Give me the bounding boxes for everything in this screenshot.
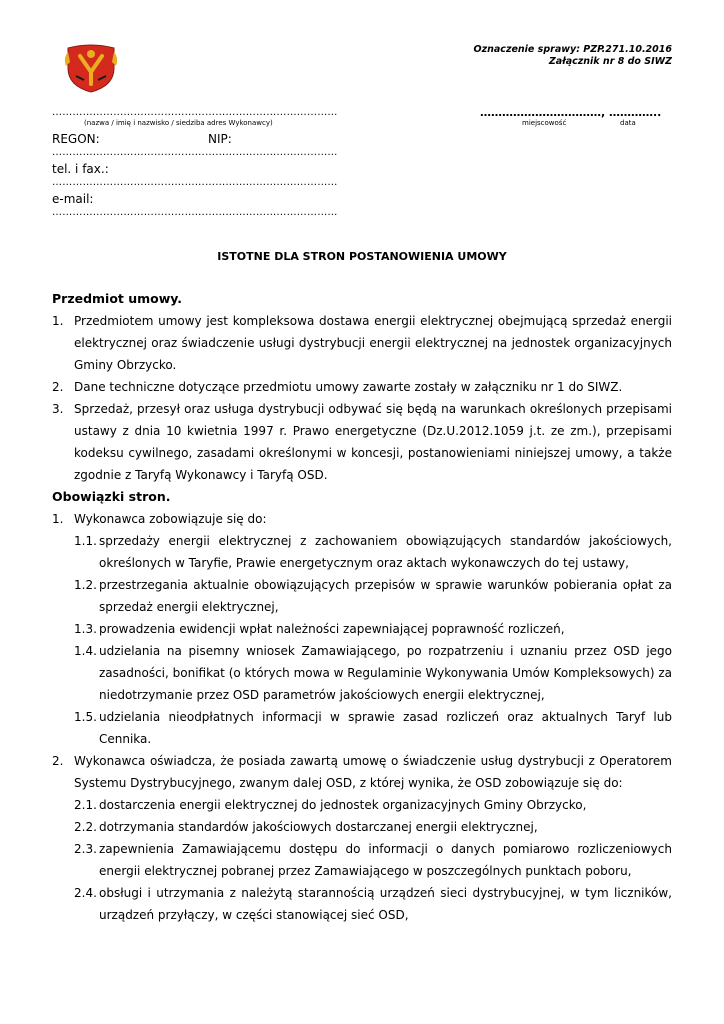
place-date-captions [480, 119, 660, 129]
sub-item-number: 1.5. [74, 710, 97, 724]
list-item [52, 376, 672, 398]
section-subject [52, 288, 672, 486]
list-item [52, 398, 672, 486]
sub-item-text: przestrzegania aktualnie obowiązujących przepisów w sprawie warunków pobierania opłat za sprzedaż energii elektrycznej, [99, 578, 672, 614]
regon-nip-row [52, 131, 342, 147]
sub-item-text: udzielania na pisemny wniosek Zamawiającego, po rozpatrzeniu i uznaniu przez OSD jego zasadności, bonifikat (o których mowa w Regulaminie Wykonywania Umów Kompleksowych) za niedotrzymanie przez OSD parametrów jakościowych energii elektrycznej, [99, 644, 672, 702]
regon-nip-line: ………………………………………………………………………… [52, 147, 338, 158]
section-obligations [52, 486, 672, 926]
sub-item-number: 2.3. [74, 842, 97, 856]
sub-item [52, 882, 672, 926]
sub-item [52, 838, 672, 882]
item-number: 2. [52, 380, 64, 394]
sub-item-number: 2.4. [74, 886, 97, 900]
email-line: ………………………………………………………………………… [52, 207, 338, 218]
email-label: e-mail: [52, 192, 94, 206]
list-item [52, 508, 672, 530]
list-item [52, 310, 672, 376]
section-heading: Obowiązki stron. [52, 489, 171, 504]
regon-label: REGON: [52, 132, 100, 146]
section-heading: Przedmiot umowy. [52, 291, 183, 306]
attachment-label: Załącznik nr 8 do SIWZ [548, 56, 672, 67]
contractor-block [52, 107, 342, 219]
sub-item-number: 1.2. [74, 578, 97, 592]
sub-item-text: obsługi i utrzymania z należytą starannością urządzeń sieci dystrybucyjnej, w tym liczników, urządzeń przyłączy, w części stanowiącej sieć OSD, [99, 886, 672, 922]
sub-item [52, 816, 672, 838]
item-number: 1. [52, 314, 64, 328]
item-text: Dane techniczne dotyczące przedmiotu umowy zawarte zostały w załączniku nr 1 do SIWZ. [74, 380, 623, 394]
item-number: 1. [52, 512, 64, 526]
place-date-block [480, 107, 660, 129]
sub-item-number: 2.1. [74, 798, 97, 812]
coat-of-arms-icon [62, 42, 120, 94]
case-reference: Oznaczenie sprawy: PZP.271.10.2016 [473, 44, 672, 55]
date-caption: data [620, 119, 636, 127]
nip-label: NIP: [208, 132, 232, 146]
item-text: Przedmiotem umowy jest kompleksowa dostawa energii elektrycznej obejmującą sprzedaż energii elektrycznej oraz świadczenie usługi dystrybucji energii elektrycznej na jednostek organizacyjnych Gminy Obrzycko. [74, 314, 672, 372]
sub-item-number: 1.1. [74, 534, 97, 548]
item-text: Wykonawca oświadcza, że posiada zawartą umowę o świadczenie usług dystrybucji z Operatorem Systemu Dystrybucyjnego, zwanym dalej OSD, z której wynika, że OSD zobowiązuje się do: [74, 754, 672, 790]
sub-item-text: zapewnienia Zamawiającemu dostępu do informacji o danych pomiarowo rozliczeniowych energii elektrycznej pobranej przez Zamawiającego w poszczególnych punktach poboru, [99, 842, 672, 878]
document-meta [474, 44, 672, 68]
sub-item-number: 1.4. [74, 644, 97, 658]
tel-line: ………………………………………………………………………… [52, 177, 338, 188]
place-caption: miejscowość [522, 119, 567, 127]
place-date-line: ……………………………, ………….. [480, 106, 662, 119]
sub-item-text: prowadzenia ewidencji wpłat należności zapewniającej poprawność rozliczeń, [99, 622, 565, 636]
item-text: Wykonawca zobowiązuje się do: [74, 512, 267, 526]
item-text: Sprzedaż, przesył oraz usługa dystrybucji odbywać się będą na warunkach określonych przepisami ustawy z dnia 10 kwietnia 1997 r. Prawo energetyczne (Dz.U.2012.1059 j.t. ze zm.), przepisami kodeksu cywilnego, zasadami określonymi w koncesji, postanowieniami niniejszej umowy, a także zgodnie z Taryfą Wykonawcy i Taryfą OSD. [74, 402, 672, 482]
sub-item-number: 2.2. [74, 820, 97, 834]
contractor-caption: (nazwa / imię i nazwisko / siedziba adres Wykonawcy) [84, 119, 273, 127]
contractor-name-line: ………………………………………………………………………… [52, 107, 338, 118]
sub-item-text: dostarczenia energii elektrycznej do jednostek organizacyjnych Gminy Obrzycko, [99, 798, 587, 812]
list-item [52, 750, 672, 794]
sub-item [52, 574, 672, 618]
tel-label: tel. i fax.: [52, 162, 109, 176]
sub-item-text: udzielania nieodpłatnych informacji w sprawie zasad rozliczeń oraz aktualnych Taryf lub Cennika. [99, 710, 672, 746]
sub-item-text: sprzedaży energii elektrycznej z zachowaniem obowiązujących standardów jakościowych, określonych w Taryfie, Prawie energetycznym oraz aktach wykonawczych do tej ustawy, [99, 534, 672, 570]
item-number: 3. [52, 402, 64, 416]
sub-item [52, 794, 672, 816]
sub-item-number: 1.3. [74, 622, 97, 636]
sub-item [52, 706, 672, 750]
sub-item [52, 640, 672, 706]
document-title: ISTOTNE DLA STRON POSTANOWIENIA UMOWY [217, 250, 507, 263]
sub-item [52, 618, 672, 640]
sub-item-text: dotrzymania standardów jakościowych dostarczanej energii elektrycznej, [99, 820, 538, 834]
sub-item [52, 530, 672, 574]
item-number: 2. [52, 754, 64, 768]
